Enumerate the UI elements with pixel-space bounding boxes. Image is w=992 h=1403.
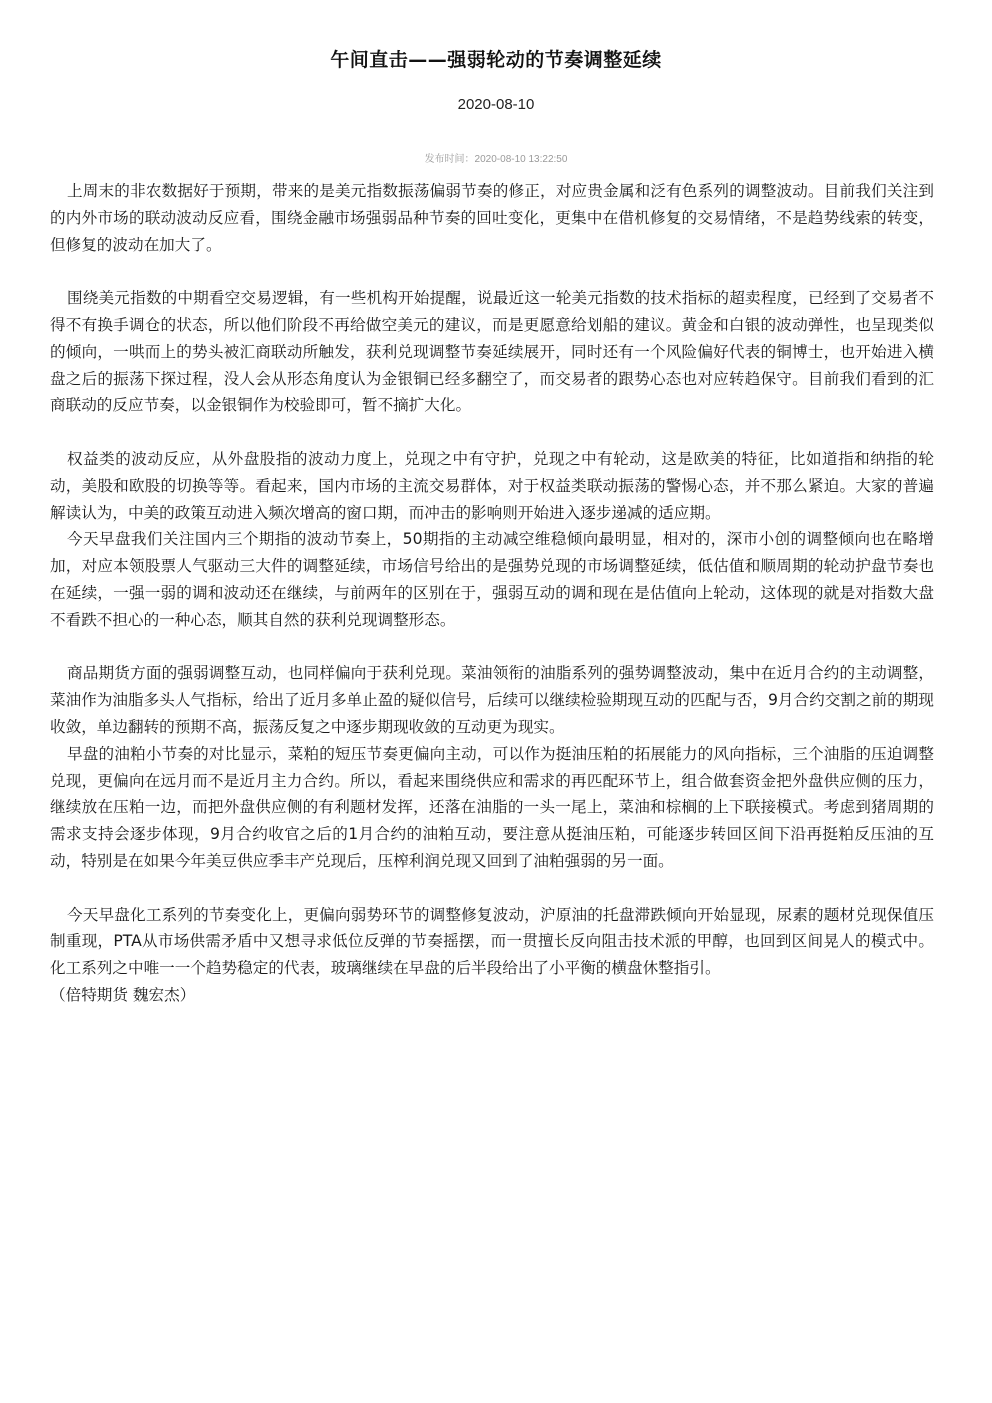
publish-time: 发布时间：2020-08-10 13:22:50 xyxy=(424,154,568,165)
paragraph: 权益类的波动反应，从外盘股指的波动力度上，兑现之中有守护，兑现之中有轮动，这是欧美的特征，比如道指和纳指的轮动，美股和欧股的切换等等。看起来，国内市场的主流交易群体，对于权益类联动振荡的警惕心态，并不那么紧迫。大家的普遍解读认为，中美的政策互动进入频次增高的窗口期，而冲击的影响则开始进入逐步递减的适应期。 xyxy=(50,449,934,522)
article-body xyxy=(50,178,934,1009)
paragraph: 早盘的油粕小节奏的对比显示，菜粕的短压节奏更偏向主动，可以作为挺油压粕的拓展能力的风向指标，三个油脂的压迫调整兑现，更偏向在远月而不是近月主力合约。所以，看起来围绕供应和需求的再匹配环节上，组合做套资金把外盘供应侧的压力，继续放在压粕一边，而把外盘供应侧的有利题材发挥，还落在油脂的一头一尾上，菜油和棕榈的上下联接模式。考虑到猪周期的需求支持会逐步体现，9月合约收官之后的1月合约的油粕互动，要注意从挺油压粕，可能逐步转回区间下沿再挺粕反压油的互动，特别是在如果今年美豆供应季丰产兑现后，压榨利润兑现又回到了油粕强弱的另一面。 xyxy=(50,744,934,870)
paragraph: 商品期货方面的强弱调整互动，也同样偏向于获利兑现。菜油领衔的油脂系列的强势调整波动，集中在近月合约的主动调整，菜油作为油脂多头人气指标，给出了近月多单止盈的疑似信号，后续可以继续检验期现互动的匹配与否，9月合约交割之前的期现收敛，单边翻转的预期不高，振荡反复之中逐步期现收敛的互动更为现实。 xyxy=(50,664,934,736)
paragraph: 今天早盘化工系列的节奏变化上，更偏向弱势环节的调整修复波动，沪原油的托盘滞跌倾向开始显现，尿素的题材兑现保值压制重现，PTA从市场供需矛盾中又想寻求低位反弹的节奏摇摆，而一贯擅长反向阻击技术派的甲醇，也回到区间晃人的模式中。化工系列之中唯一一个趋势稳定的代表，玻璃继续在早盘的后半段给出了小平衡的横盘休整指引。 xyxy=(50,905,934,978)
paragraph-gap xyxy=(50,419,934,446)
paragraph: 上周末的非农数据好于预期，带来的是美元指数振荡偏弱节奏的修正，对应贵金属和泛有色系列的调整波动。目前我们关注到的内外市场的联动波动反应看，围绕金融市场强弱品种节奏的回吐变化，更集中在借机修复的交易情绪，不是趋势线索的转变，但修复的波动在加大了。 xyxy=(50,182,934,254)
article-date: 2020-08-10 xyxy=(457,96,535,113)
author-signature: （倍特期货 魏宏杰） xyxy=(50,985,196,1004)
paragraph: 围绕美元指数的中期看空交易逻辑，有一些机构开始提醒，说最近这一轮美元指数的技术指标的超卖程度，已经到了交易者不得不有换手调仓的状态，所以他们阶段不再给做空美元的建议，而是更愿意给划船的建议。黄金和白银的波动弹性，也呈现类似的倾向，一哄而上的势头被汇商联动所触发，获利兑现调整节奏延续展开，同时还有一个风险偏好代表的铜博士，也开始进入横盘之后的振荡下探过程，没人会从形态角度认为金银铜已经多翻空了，而交易者的跟势心态也对应转趋保守。目前我们看到的汇商联动的反应节奏，以金银铜作为校验即可，暂不摘扩大化。 xyxy=(50,289,934,415)
paragraph-gap xyxy=(50,634,934,661)
article-title: 午间直击——强弱轮动的节奏调整延续 xyxy=(330,49,662,71)
paragraph: 今天早盘我们关注国内三个期指的波动节奏上，50期指的主动减空维稳倾向最明显，相对的，深市小创的调整倾向也在略增加，对应本领股票人气驱动三大件的调整延续，市场信号给出的是强势兑现的市场调整延续，低估值和顺周期的轮动护盘节奏也在延续，一强一弱的调和波动还在继续，与前两年的区别在于，强弱互动的调和现在是估值向上轮动，这体现的就是对指数大盘不看跌不担心的一种心态，顺其自然的获利兑现调整形态。 xyxy=(50,530,934,629)
paragraph-gap xyxy=(50,875,934,902)
paragraph-gap xyxy=(50,258,934,285)
